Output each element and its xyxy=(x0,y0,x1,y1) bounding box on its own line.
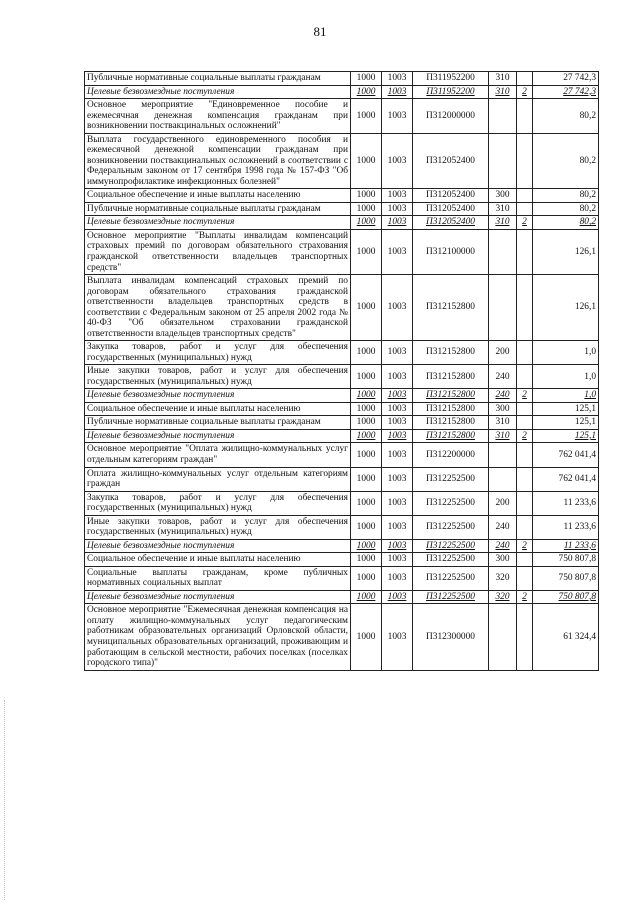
row-amount: 125,1 xyxy=(533,416,599,430)
row-subsection-code: 1003 xyxy=(382,566,413,590)
row-expense-type: 310 xyxy=(489,216,517,230)
row-expense-type: 200 xyxy=(489,491,517,515)
row-subsection-code: 1003 xyxy=(382,590,413,604)
row-target-article: П312252500 xyxy=(413,553,489,567)
table-row xyxy=(85,491,599,515)
row-expense-type: 200 xyxy=(489,341,517,365)
row-subsection-code: 1003 xyxy=(382,467,413,491)
row-amount: 126,1 xyxy=(533,275,599,341)
row-description: Основное мероприятие "Ежемесячная денежная компенсация на оплату жилищно-коммунальных услуг педагогическим работникам образовательных организаций Орловской области, муниципальных образовательных организаций, проживающим и работающим в сельской местности, рабочих поселках (поселках городского типа)" xyxy=(85,604,351,670)
row-funding-flag xyxy=(517,189,533,203)
row-target-article: П312000000 xyxy=(413,99,489,134)
row-description: Публичные нормативные социальные выплаты гражданам xyxy=(85,72,351,86)
row-target-article: П312252500 xyxy=(413,566,489,590)
table-row xyxy=(85,553,599,567)
row-amount: 750 807,8 xyxy=(533,566,599,590)
row-amount: 11 233,6 xyxy=(533,539,599,553)
table-row xyxy=(85,539,599,553)
row-section-code: 1000 xyxy=(351,590,382,604)
row-expense-type: 310 xyxy=(489,85,517,99)
row-funding-flag: 2 xyxy=(517,85,533,99)
table-body xyxy=(85,72,599,671)
table-row xyxy=(85,99,599,134)
row-subsection-code: 1003 xyxy=(382,216,413,230)
row-expense-type: 310 xyxy=(489,416,517,430)
row-section-code: 1000 xyxy=(351,72,382,86)
row-section-code: 1000 xyxy=(351,539,382,553)
table-row xyxy=(85,515,599,539)
row-expense-type: 240 xyxy=(489,539,517,553)
row-amount: 126,1 xyxy=(533,229,599,274)
row-amount: 11 233,6 xyxy=(533,491,599,515)
row-section-code: 1000 xyxy=(351,229,382,274)
table-row xyxy=(85,467,599,491)
row-funding-flag: 2 xyxy=(517,216,533,230)
row-section-code: 1000 xyxy=(351,365,382,389)
row-subsection-code: 1003 xyxy=(382,443,413,467)
row-description: Основное мероприятие "Оплата жилищно-коммунальных услуг отдельным категориям граждан" xyxy=(85,443,351,467)
page-number: 81 xyxy=(313,24,327,39)
row-amount: 762 041,4 xyxy=(533,467,599,491)
table-row xyxy=(85,443,599,467)
row-description: Основное мероприятие "Выплаты инвалидам компенсаций страховых премий по договорам обязательного страхования гражданской ответственности владельцев транспортных средств" xyxy=(85,229,351,274)
row-section-code: 1000 xyxy=(351,443,382,467)
row-section-code: 1000 xyxy=(351,491,382,515)
row-funding-flag: 2 xyxy=(517,590,533,604)
row-target-article: П312152800 xyxy=(413,402,489,416)
row-section-code: 1000 xyxy=(351,202,382,216)
row-description: Целевые безвозмездные поступления xyxy=(85,216,351,230)
row-description: Социальное обеспечение и иные выплаты населению xyxy=(85,553,351,567)
row-expense-type: 310 xyxy=(489,72,517,86)
row-target-article: П311952200 xyxy=(413,85,489,99)
row-section-code: 1000 xyxy=(351,189,382,203)
row-amount: 1,0 xyxy=(533,389,599,403)
table-row xyxy=(85,229,599,274)
table-row xyxy=(85,133,599,189)
row-target-article: П312252500 xyxy=(413,515,489,539)
row-subsection-code: 1003 xyxy=(382,416,413,430)
row-description: Социальное обеспечение и иные выплаты населению xyxy=(85,402,351,416)
row-description: Социальные выплаты гражданам, кроме публичных нормативных социальных выплат xyxy=(85,566,351,590)
row-funding-flag xyxy=(517,515,533,539)
row-target-article: П312052400 xyxy=(413,189,489,203)
row-target-article: П312152800 xyxy=(413,429,489,443)
row-funding-flag xyxy=(517,341,533,365)
row-section-code: 1000 xyxy=(351,566,382,590)
row-amount: 125,1 xyxy=(533,429,599,443)
row-funding-flag xyxy=(517,566,533,590)
row-expense-type xyxy=(489,443,517,467)
row-amount: 27 742,3 xyxy=(533,85,599,99)
row-funding-flag xyxy=(517,365,533,389)
budget-table xyxy=(84,71,599,671)
table-row xyxy=(85,216,599,230)
row-funding-flag xyxy=(517,553,533,567)
row-description: Социальное обеспечение и иные выплаты населению xyxy=(85,189,351,203)
row-subsection-code: 1003 xyxy=(382,202,413,216)
row-target-article: П312300000 xyxy=(413,604,489,670)
row-description: Оплата жилищно-коммунальных услуг отдельным категориям граждан xyxy=(85,467,351,491)
row-subsection-code: 1003 xyxy=(382,539,413,553)
row-description: Целевые безвозмездные поступления xyxy=(85,429,351,443)
row-subsection-code: 1003 xyxy=(382,189,413,203)
row-expense-type: 320 xyxy=(489,566,517,590)
row-target-article: П312152800 xyxy=(413,389,489,403)
row-description: Закупка товаров, работ и услуг для обеспечения государственных (муниципальных) нужд xyxy=(85,341,351,365)
row-expense-type xyxy=(489,275,517,341)
row-subsection-code: 1003 xyxy=(382,229,413,274)
row-expense-type: 300 xyxy=(489,402,517,416)
row-section-code: 1000 xyxy=(351,429,382,443)
row-funding-flag xyxy=(517,467,533,491)
row-amount: 80,2 xyxy=(533,99,599,134)
row-expense-type: 310 xyxy=(489,429,517,443)
row-amount: 750 807,8 xyxy=(533,590,599,604)
row-expense-type: 240 xyxy=(489,389,517,403)
row-expense-type: 240 xyxy=(489,515,517,539)
row-expense-type xyxy=(489,604,517,670)
row-subsection-code: 1003 xyxy=(382,389,413,403)
row-subsection-code: 1003 xyxy=(382,341,413,365)
row-target-article: П312100000 xyxy=(413,229,489,274)
table-row xyxy=(85,202,599,216)
row-amount: 125,1 xyxy=(533,402,599,416)
row-description: Целевые безвозмездные поступления xyxy=(85,590,351,604)
row-funding-flag: 2 xyxy=(517,389,533,403)
table-row xyxy=(85,566,599,590)
row-section-code: 1000 xyxy=(351,85,382,99)
row-subsection-code: 1003 xyxy=(382,133,413,189)
row-description: Закупка товаров, работ и услуг для обеспечения государственных (муниципальных) нужд xyxy=(85,491,351,515)
row-expense-type: 320 xyxy=(489,590,517,604)
row-funding-flag xyxy=(517,202,533,216)
row-description: Основное мероприятие "Единовременное пособие и ежемесячная денежная компенсация гражданам при возникновении поствакцинальных осложнений" xyxy=(85,99,351,134)
row-expense-type xyxy=(489,229,517,274)
row-section-code: 1000 xyxy=(351,416,382,430)
row-funding-flag xyxy=(517,604,533,670)
row-amount: 61 324,4 xyxy=(533,604,599,670)
table-row xyxy=(85,341,599,365)
row-section-code: 1000 xyxy=(351,275,382,341)
table-row xyxy=(85,429,599,443)
row-subsection-code: 1003 xyxy=(382,402,413,416)
row-section-code: 1000 xyxy=(351,515,382,539)
row-section-code: 1000 xyxy=(351,467,382,491)
table-row xyxy=(85,275,599,341)
row-amount: 762 041,4 xyxy=(533,443,599,467)
row-subsection-code: 1003 xyxy=(382,85,413,99)
row-target-article: П312200000 xyxy=(413,443,489,467)
row-funding-flag xyxy=(517,133,533,189)
row-amount: 750 807,8 xyxy=(533,553,599,567)
row-target-article: П312252500 xyxy=(413,590,489,604)
row-target-article: П312052400 xyxy=(413,216,489,230)
table-row xyxy=(85,604,599,670)
row-target-article: П312152800 xyxy=(413,416,489,430)
row-funding-flag xyxy=(517,443,533,467)
table-row xyxy=(85,402,599,416)
row-funding-flag xyxy=(517,72,533,86)
row-subsection-code: 1003 xyxy=(382,553,413,567)
row-section-code: 1000 xyxy=(351,389,382,403)
table-row xyxy=(85,365,599,389)
row-target-article: П312052400 xyxy=(413,202,489,216)
row-description: Целевые безвозмездные поступления xyxy=(85,389,351,403)
row-funding-flag xyxy=(517,99,533,134)
row-description: Иные закупки товаров, работ и услуг для обеспечения государственных (муниципальных) нужд xyxy=(85,365,351,389)
row-target-article: П311952200 xyxy=(413,72,489,86)
row-section-code: 1000 xyxy=(351,99,382,134)
table-row xyxy=(85,416,599,430)
table-row xyxy=(85,189,599,203)
table-row xyxy=(85,72,599,86)
row-description: Выплата государственного единовременного пособия и ежемесячной денежной компенсации гражданам при возникновении поствакцинальных осложнений в соответствии с Федеральным законом от 17 сентября 1998 года № 157-ФЗ "Об иммунопрофилактике инфекционных болезней" xyxy=(85,133,351,189)
row-subsection-code: 1003 xyxy=(382,72,413,86)
row-target-article: П312152800 xyxy=(413,341,489,365)
row-expense-type: 310 xyxy=(489,202,517,216)
row-subsection-code: 1003 xyxy=(382,365,413,389)
row-subsection-code: 1003 xyxy=(382,275,413,341)
row-description: Публичные нормативные социальные выплаты гражданам xyxy=(85,416,351,430)
row-subsection-code: 1003 xyxy=(382,491,413,515)
row-description: Публичные нормативные социальные выплаты гражданам xyxy=(85,202,351,216)
row-expense-type xyxy=(489,467,517,491)
row-subsection-code: 1003 xyxy=(382,429,413,443)
row-section-code: 1000 xyxy=(351,216,382,230)
row-target-article: П312252500 xyxy=(413,467,489,491)
row-funding-flag xyxy=(517,229,533,274)
row-target-article: П312252500 xyxy=(413,491,489,515)
row-target-article: П312152800 xyxy=(413,275,489,341)
scan-edge-marks xyxy=(4,700,8,900)
row-amount: 80,2 xyxy=(533,202,599,216)
table-row xyxy=(85,389,599,403)
row-section-code: 1000 xyxy=(351,402,382,416)
row-target-article: П312052400 xyxy=(413,133,489,189)
row-amount: 80,2 xyxy=(533,189,599,203)
row-description: Выплата инвалидам компенсаций страховых премий по договорам обязательного страхования гражданской ответственности владельцев транспортных средств в соответствии с Федеральным законом от 25 апреля 2002 года № 40-ФЗ "Об обязательном страховании гражданской ответственности владельцев транспортных средств" xyxy=(85,275,351,341)
row-amount: 80,2 xyxy=(533,216,599,230)
table-row xyxy=(85,590,599,604)
row-target-article: П312152800 xyxy=(413,365,489,389)
row-expense-type: 300 xyxy=(489,553,517,567)
row-section-code: 1000 xyxy=(351,604,382,670)
row-target-article: П312252500 xyxy=(413,539,489,553)
table-row xyxy=(85,85,599,99)
row-funding-flag xyxy=(517,491,533,515)
row-amount: 1,0 xyxy=(533,365,599,389)
row-description: Целевые безвозмездные поступления xyxy=(85,85,351,99)
row-description: Целевые безвозмездные поступления xyxy=(85,539,351,553)
row-section-code: 1000 xyxy=(351,553,382,567)
row-subsection-code: 1003 xyxy=(382,99,413,134)
row-funding-flag xyxy=(517,416,533,430)
row-section-code: 1000 xyxy=(351,133,382,189)
row-funding-flag xyxy=(517,275,533,341)
row-amount: 11 233,6 xyxy=(533,515,599,539)
row-subsection-code: 1003 xyxy=(382,515,413,539)
row-funding-flag: 2 xyxy=(517,429,533,443)
row-amount: 80,2 xyxy=(533,133,599,189)
row-amount: 27 742,3 xyxy=(533,72,599,86)
row-expense-type: 300 xyxy=(489,189,517,203)
row-funding-flag xyxy=(517,402,533,416)
row-description: Иные закупки товаров, работ и услуг для обеспечения государственных (муниципальных) нужд xyxy=(85,515,351,539)
row-section-code: 1000 xyxy=(351,341,382,365)
row-expense-type xyxy=(489,99,517,134)
row-expense-type: 240 xyxy=(489,365,517,389)
row-amount: 1,0 xyxy=(533,341,599,365)
row-expense-type xyxy=(489,133,517,189)
row-funding-flag: 2 xyxy=(517,539,533,553)
row-subsection-code: 1003 xyxy=(382,604,413,670)
